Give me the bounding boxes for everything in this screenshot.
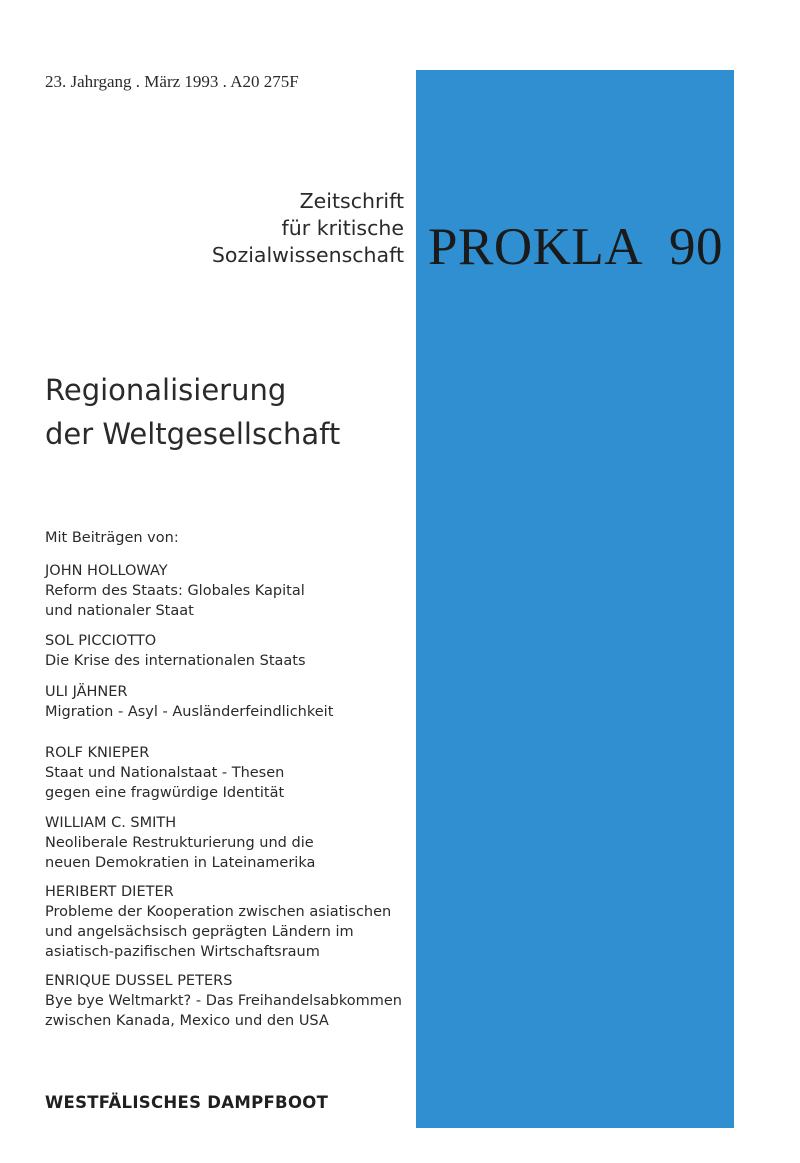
contribution-dieter	[45, 882, 391, 962]
contribution-title-line: Staat und Nationalstaat - Thesen	[45, 765, 285, 781]
contribution-title-line: asiatisch-pazifischen Wirtschaftsraum	[45, 944, 320, 960]
contribution-title-line: Probleme der Kooperation zwischen asiatischen	[45, 904, 392, 920]
theme-line-1: Regionalisierung	[45, 373, 287, 407]
contribution-author: ULI JÄHNER	[45, 684, 128, 700]
contribution-title-line: und nationaler Staat	[45, 603, 194, 619]
contribution-title-line: Bye bye Weltmarkt? - Das Freihandelsabkommen	[45, 993, 402, 1009]
journal-title	[428, 217, 723, 277]
issue-theme	[45, 368, 340, 456]
issue-info: 23. Jahrgang . März 1993 . A20 275F	[45, 72, 299, 91]
contribution-author: WILLIAM C. SMITH	[45, 815, 177, 831]
journal-subtitle	[140, 188, 404, 269]
contribution-title-line: Neoliberale Restrukturierung und die	[45, 835, 314, 851]
contribution-author: JOHN HOLLOWAY	[45, 563, 168, 579]
subtitle-line-1: Zeitschrift	[299, 189, 404, 213]
contribution-author: ENRIQUE DUSSEL PETERS	[45, 973, 233, 989]
contribution-title-line: zwischen Kanada, Mexico und den USA	[45, 1013, 329, 1029]
subtitle-line-3: Sozialwissenschaft	[211, 243, 404, 267]
contribution-picciotto	[45, 631, 306, 671]
theme-line-2: der Weltgesellschaft	[45, 417, 341, 451]
contribution-title-line: Migration - Asyl - Ausländerfeindlichkeit	[45, 704, 334, 720]
contribution-author: HERIBERT DIETER	[45, 884, 174, 900]
contribution-knieper	[45, 743, 284, 803]
contribution-title-line: neuen Demokratien in Lateinamerika	[45, 855, 316, 871]
subtitle-line-2: für kritische	[281, 216, 404, 240]
contribution-author: ROLF KNIEPER	[45, 745, 150, 761]
contribution-smith	[45, 813, 315, 873]
contribution-author: SOL PICCIOTTO	[45, 633, 157, 649]
publisher-name: WESTFÄLISCHES DAMPFBOOT	[45, 1093, 329, 1112]
contribution-title-line: und angelsächsisch geprägten Ländern im	[45, 924, 354, 940]
contribution-holloway	[45, 561, 305, 621]
issue-number: 90	[669, 218, 724, 276]
contributions-intro: Mit Beiträgen von:	[45, 530, 179, 546]
contribution-dussel-peters	[45, 971, 402, 1031]
contribution-title-line: gegen eine fragwürdige Identität	[45, 785, 285, 801]
contribution-title-line: Reform des Staats: Globales Kapital	[45, 583, 305, 599]
contribution-jaehner	[45, 682, 333, 722]
contribution-title-line: Die Krise des internationalen Staats	[45, 653, 306, 669]
journal-name: PROKLA	[428, 218, 644, 276]
